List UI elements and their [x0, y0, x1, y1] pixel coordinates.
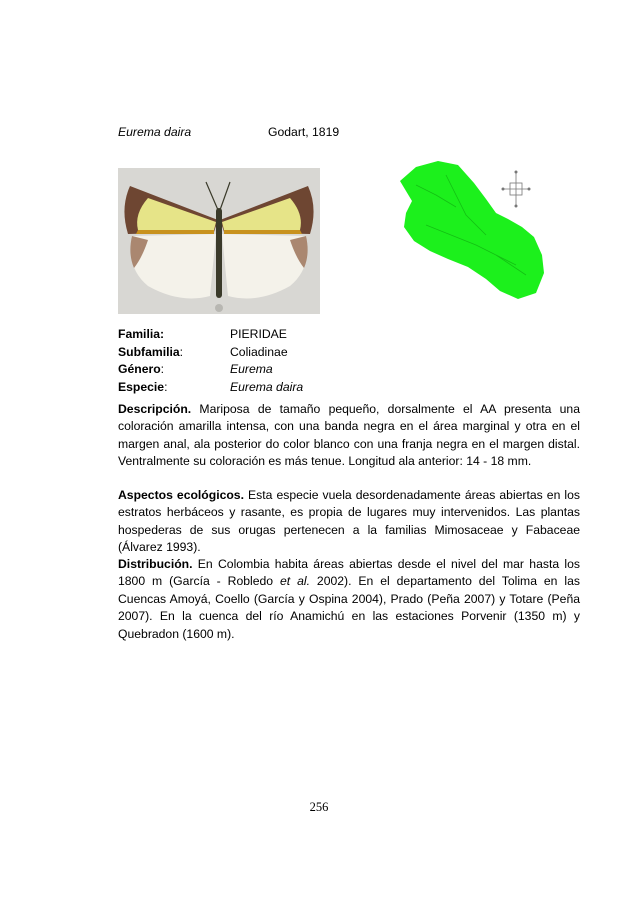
species-author: Godart, 1819	[268, 125, 340, 139]
basin-shape	[400, 161, 544, 299]
aspectos-paragraph	[118, 487, 580, 557]
compass-rose-icon	[502, 171, 531, 208]
species-name: Eurema daira	[118, 125, 192, 139]
distribucion-etal: et al.	[280, 574, 310, 589]
aspectos-heading: Aspectos ecológicos.	[118, 488, 244, 502]
especie-colon: :	[164, 379, 168, 394]
distribucion-text-2: 2002). En el departamento del Tolima en las Cuencas Amoyá, Coello (García y Ospina 2004), Prado (Peña 2007) y Totare (Peña 2007). En la cuenca del río Anamichú en las estaciones Porvenir (1350 m) y Quebradon (1600 m).	[118, 574, 580, 641]
subfamilia-value: Coliadinae	[230, 344, 288, 359]
genero-value: Eurema	[230, 362, 273, 376]
butterfly-image	[118, 168, 320, 314]
distribucion-paragraph	[118, 556, 580, 643]
descripcion-text: Mariposa de tamaño pequeño, dorsalmente el AA presenta una coloración amarilla intensa, con una banda negra en el área marginal y otra en el margen anal, ala posterior do color blanco con una franja negra en el margen distal. Ventralmente su coloración es más tenue. Longitud ala anterior: 14 - 18 mm.	[118, 402, 580, 469]
familia-value: PIERIDAE	[230, 327, 287, 341]
distribucion-heading: Distribución.	[118, 557, 193, 571]
taxonomy-row-subfamilia	[118, 344, 288, 362]
descripcion-paragraph	[118, 401, 580, 471]
taxonomy-row-familia	[118, 326, 287, 344]
subfamilia-colon: :	[179, 344, 184, 359]
distribucion-text-1: En Colombia habita áreas abiertas desde el nivel del mar hasta los 1800 m (García - Robledo	[118, 557, 580, 589]
genero-label: Género	[118, 362, 161, 376]
page-number: 256	[309, 800, 329, 814]
genero-colon: :	[160, 362, 165, 376]
familia-label: Familia:	[118, 327, 165, 341]
butterfly-photo	[118, 168, 320, 314]
taxonomy-block	[118, 326, 304, 396]
especie-label: Especie	[118, 379, 165, 394]
taxonomy-row-especie	[118, 379, 304, 397]
taxonomy-row-genero	[118, 361, 273, 379]
distribution-map	[386, 155, 544, 301]
especie-value: Eurema daira	[230, 379, 304, 394]
basin-map-image	[386, 155, 544, 301]
subfamilia-label: Subfamilia	[118, 344, 180, 359]
species-header	[118, 125, 340, 139]
descripcion-heading: Descripción.	[118, 402, 192, 416]
aspectos-text: Esta especie vuela desordenadamente áreas abiertas en los estratos herbáceos y rasante, es propia de lugares muy intervenidos. Las plantas hospederas de sus orugas pertenecen a la familias Mimosaceae y Fabaceae (Álvarez 1993).	[118, 488, 581, 555]
